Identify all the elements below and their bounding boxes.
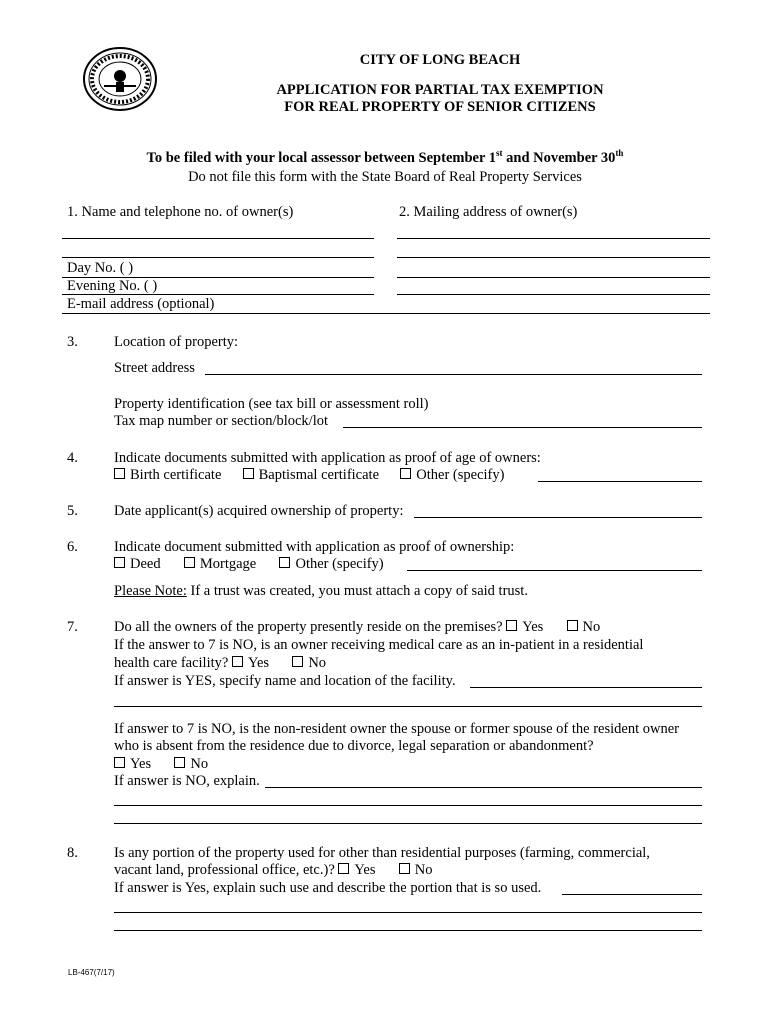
q8-line1: Is any portion of the property used for other than residential purposes (farming, commercial, [114,845,650,861]
baptismal-certificate-label: Baptismal certificate [258,467,380,483]
baptismal-certificate-checkbox[interactable] [243,468,254,479]
please-note-text: If a trust was created, you must attach a copy of said trust. [186,583,528,599]
form-title-line1: APPLICATION FOR PARTIAL TAX EXEMPTION [276,82,604,98]
q7-number: 7. [67,619,78,635]
q4-options [114,467,504,484]
q7-line5: If answer to 7 is NO, is the non-resident owner the spouse or former spouse of the resident owner [114,721,679,737]
mailing-address-line-2[interactable] [397,257,710,258]
other-age-proof-line[interactable] [538,481,702,482]
trust-note [114,583,528,600]
city-heading: CITY OF LONG BEACH [359,52,521,68]
do-not-file-note: Do not file this form with the State Board of Real Property Services [188,169,582,185]
q7-spouse-options: Yes No [114,756,208,773]
q4-label: Indicate documents submitted with application as proof of age of owners: [114,450,541,466]
q7-line4: If answer is YES, specify name and location of the facility. [114,673,456,689]
mailing-address-line-4[interactable] [397,294,710,295]
reside-yes-checkbox[interactable] [506,620,517,631]
q6-options [114,556,384,573]
medical-no-checkbox[interactable] [292,656,303,667]
q8-line2: vacant land, professional office, etc.)? Yes No [114,862,433,878]
q3-number: 3. [67,334,78,350]
other-age-proof-checkbox[interactable] [400,468,411,479]
deed-label: Deed [130,556,161,572]
q2-label: 2. Mailing address of owner(s) [399,204,578,220]
owner-name-line-2[interactable] [62,257,374,258]
q7-line3: health care facility? Yes No [114,655,327,671]
day-phone-label: Day No. ( ) [67,260,134,276]
q7-line1: Do all the owners of the property presently reside on the premises? Yes No [114,619,601,635]
explain-line-1[interactable] [265,787,702,788]
street-address-line[interactable] [205,374,702,375]
q7-line7: If answer is NO, explain. [114,773,260,789]
please-note-label: Please Note: [114,583,187,599]
q6-number: 6. [67,539,78,555]
reside-no-checkbox[interactable] [567,620,578,631]
nonresidential-no-checkbox[interactable] [399,863,410,874]
spouse-no-checkbox[interactable] [174,757,185,768]
owner-name-line[interactable] [62,238,374,239]
explain-line-3[interactable] [114,823,702,824]
mailing-address-line-1[interactable] [397,238,710,239]
q5-label: Date applicant(s) acquired ownership of property: [114,503,404,519]
mortgage-checkbox[interactable] [184,557,195,568]
tax-map-label: Tax map number or section/block/lot [114,413,329,429]
medical-yes-checkbox[interactable] [232,656,243,667]
email-label: E-mail address (optional) [67,296,215,312]
q8-number: 8. [67,845,78,861]
q1-label: 1. Name and telephone no. of owner(s) [67,204,294,220]
q7-line2: If the answer to 7 is NO, is an owner receiving medical care as an in-patient in a residential [114,637,644,653]
other-ownership-label: Other (specify) [295,556,384,572]
q7-line6: who is absent from the residence due to divorce, legal separation or abandonment? [114,738,594,754]
other-ownership-checkbox[interactable] [279,557,290,568]
q8-line3: If answer is Yes, explain such use and describe the portion that is so used. [114,880,542,896]
email-line[interactable] [62,313,710,314]
evening-phone-label: Evening No. ( ) [67,278,158,294]
street-address-label: Street address [114,360,195,376]
nonresidential-yes-checkbox[interactable] [338,863,349,874]
filing-instruction: To be filed with your local assessor between September 1st and November 30th [146,148,624,166]
mailing-address-line-3[interactable] [397,277,710,278]
use-line-3[interactable] [114,930,702,931]
form-title-line2: FOR REAL PROPERTY OF SENIOR CITIZENS [284,99,596,115]
other-ownership-line[interactable] [407,570,702,571]
use-line-2[interactable] [114,912,702,913]
ownership-date-line[interactable] [414,517,702,518]
q4-number: 4. [67,450,78,466]
property-id-label: Property identification (see tax bill or assessment roll) [114,396,429,412]
use-line-1[interactable] [562,894,702,895]
q3-label: Location of property: [114,334,239,350]
mortgage-label: Mortgage [199,556,257,572]
facility-line-2[interactable] [114,706,702,707]
birth-certificate-label: Birth certificate [130,467,222,483]
form-code: LB-467(7/17) [68,968,115,977]
spouse-yes-checkbox[interactable] [114,757,125,768]
explain-line-2[interactable] [114,805,702,806]
birth-certificate-checkbox[interactable] [114,468,125,479]
deed-checkbox[interactable] [114,557,125,568]
other-age-proof-label: Other (specify) [416,467,505,483]
q6-label: Indicate document submitted with application as proof of ownership: [114,539,515,555]
facility-line-1[interactable] [470,687,702,688]
tax-map-line[interactable] [343,427,702,428]
q5-number: 5. [67,503,78,519]
